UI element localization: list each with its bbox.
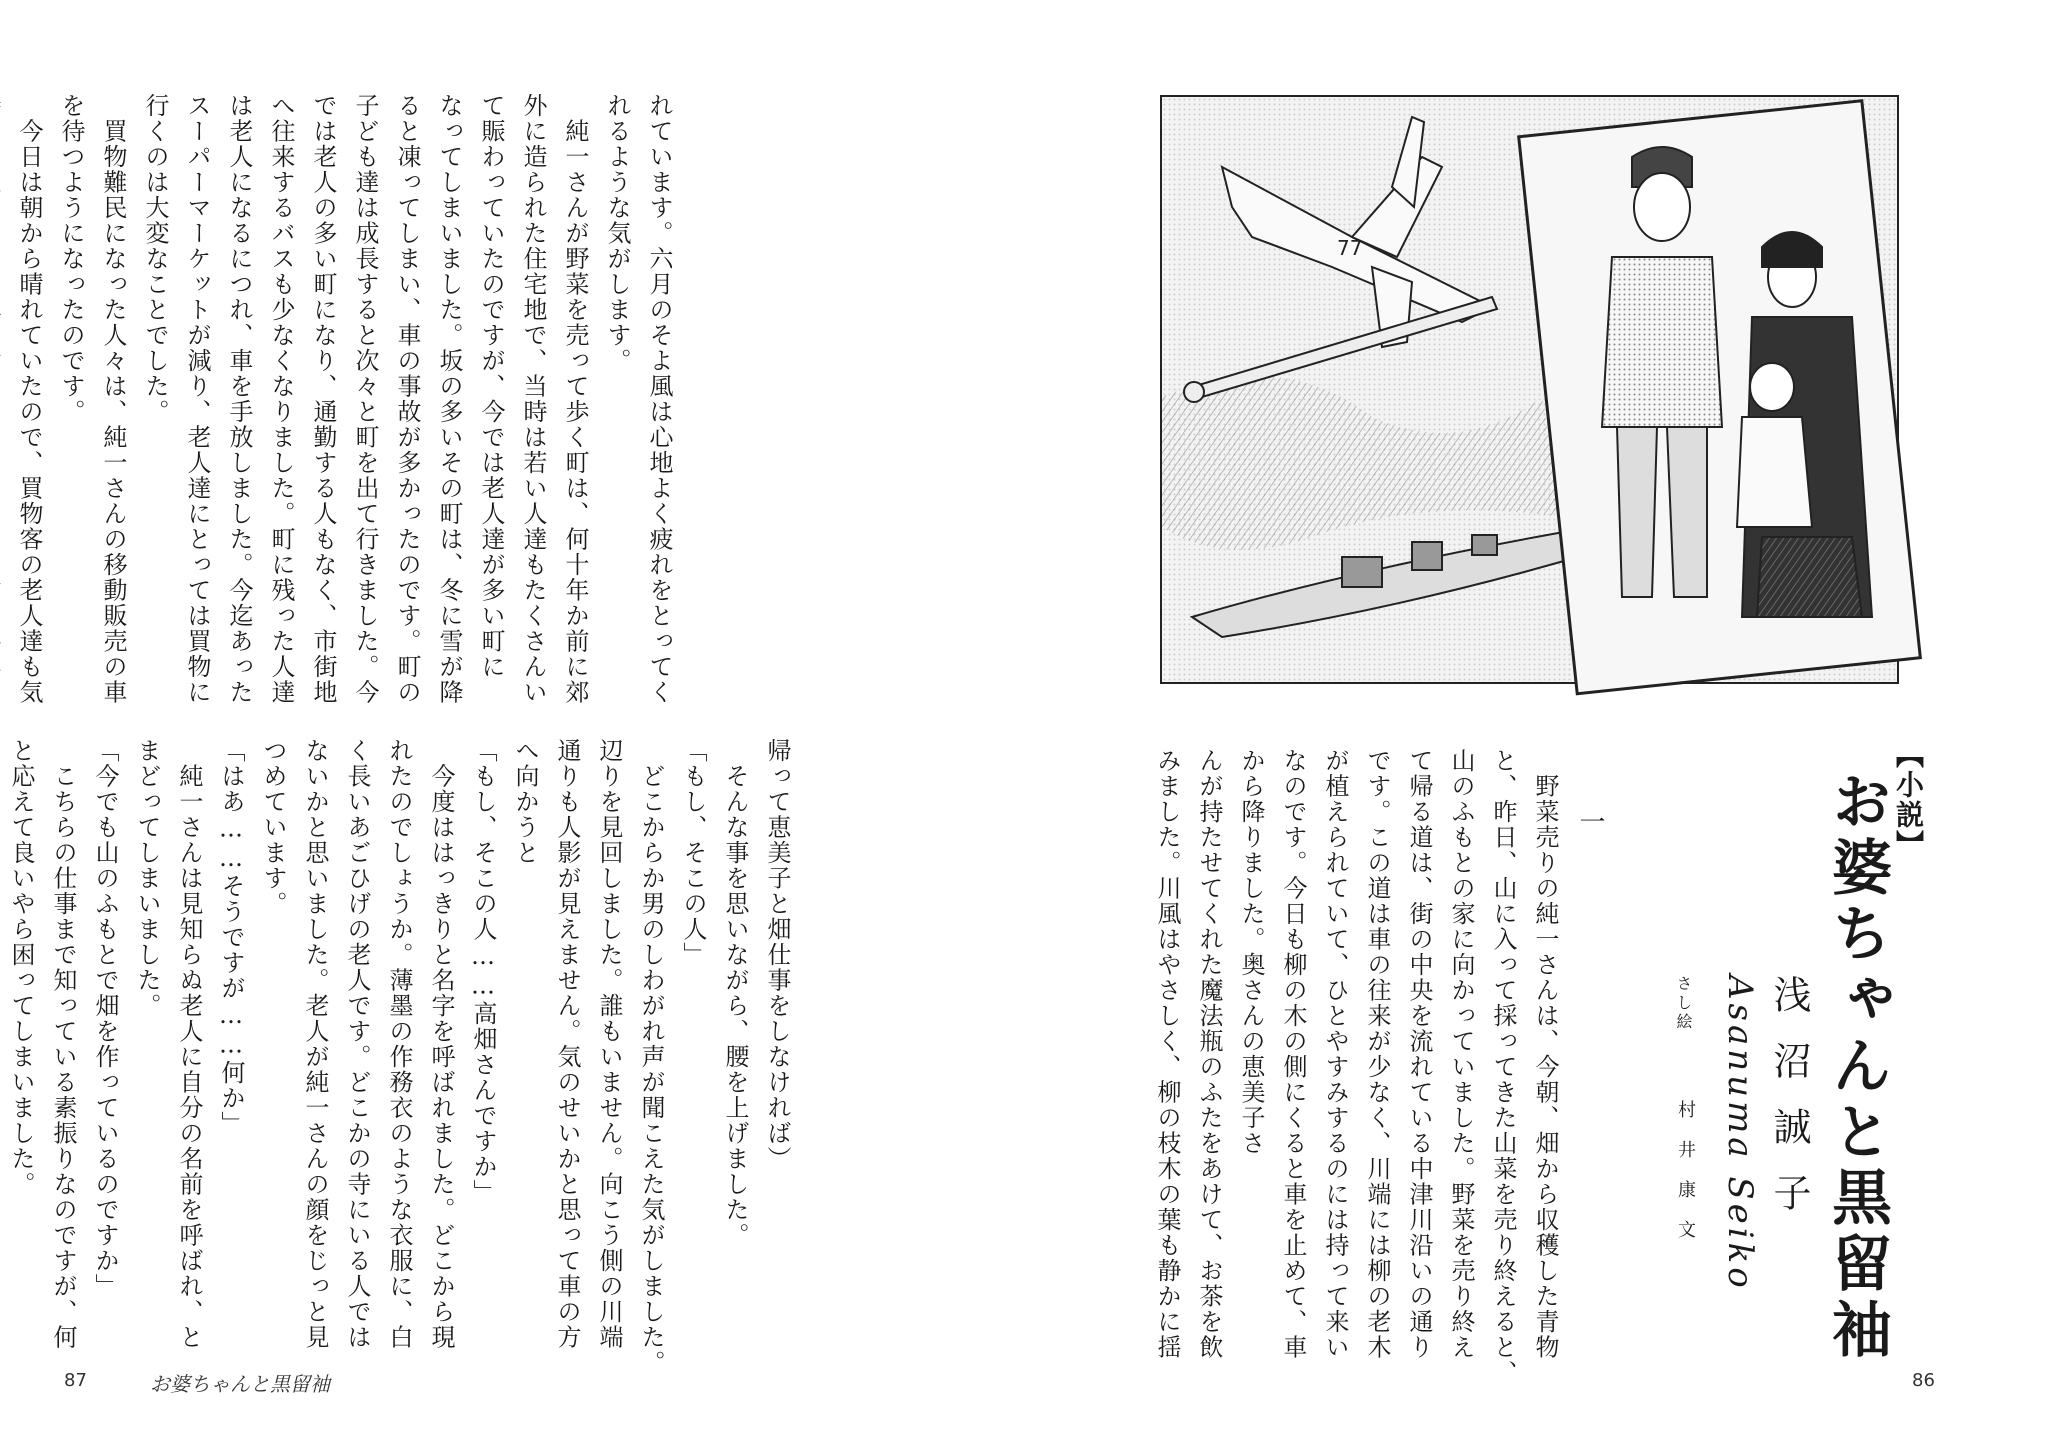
text-column: と応えて良いやら困ってしまいました。: [7, 738, 35, 1197]
text-column: 「はあ……そうですが……何か」: [217, 738, 245, 1137]
chapter-number: 一: [1575, 808, 1605, 834]
text-column: 野菜売りの純一さんは、今朝、畑から収穫した青物: [1531, 748, 1559, 1360]
jet-marking: 77: [1337, 236, 1363, 260]
text-column: 辺りを見回しました。誰もいません。向こう側の川端: [595, 738, 623, 1350]
text-column: は老人になるにつれ、車を手放しました。今迄あった: [225, 93, 253, 705]
family-photo-drawing: [1519, 101, 1921, 694]
text-column: 通りも人影が見えません。気のせいかと思って車の方: [553, 738, 581, 1350]
text-column: つめています。: [259, 738, 287, 917]
text-column: へ往来するバスも少なくなりました。町に残った人達: [267, 93, 295, 705]
text-column: 純一さんが野菜を売って歩く町は、何十年か前に郊: [561, 93, 589, 705]
text-column: て帰る道は、街の中央を流れている中津川沿いの通り: [1405, 748, 1433, 1360]
text-column: く長いあごひげの老人です。どこかの寺にいる人では: [343, 738, 371, 1350]
manga-illustration-icon: [1162, 97, 1897, 682]
text-column: れています。六月のそよ風は心地よく疲れをとってく: [645, 93, 673, 705]
text-column: へ向かうと: [511, 738, 539, 866]
text-column: 山のふもとの家に向かっていました。野菜を売り終え: [1447, 748, 1475, 1360]
text-column: こちらの仕事まで知っている素振りなのですが、何: [49, 738, 77, 1350]
text-column: 今度ははっきりと名字を呼ばれました。どこから現: [427, 738, 455, 1350]
text-column: 純一さんは見知らぬ老人に自分の名前を呼ばれ、と: [175, 738, 203, 1350]
left-page-bottom-text: [7, 738, 798, 1376]
text-column: から降りました。奥さんの恵美子さ: [1237, 748, 1265, 1156]
text-column: 「今でも山のふもとで畑を作っているのですか」: [91, 738, 119, 1299]
text-column: なのです。今日も柳の木の側にくると車を止めて、車: [1279, 748, 1307, 1360]
text-column: スーパーマーケットが減り、老人達にとっては買物に: [183, 93, 211, 705]
text-column: んが持たせてくれた魔法瓶のふたをあけて、お茶を飲: [1195, 748, 1223, 1360]
text-column: みました。川風はやさしく、柳の枝木の葉も静かに揺: [1153, 748, 1181, 1360]
text-column: 外に造られた住宅地で、当時は若い人達もたくさんい: [519, 93, 547, 705]
right-page-body-text: [1148, 748, 1566, 1386]
author-name: 浅沼誠子: [1767, 975, 1811, 1239]
text-column: では老人の多い町になり、通勤する人もなく、市街地: [309, 93, 337, 705]
page-number-left: 87: [64, 1370, 87, 1391]
running-head: お婆ちゃんと黒留袖: [150, 1372, 330, 1396]
story-title: お婆ちゃんと黒留袖: [1822, 770, 1892, 1364]
text-column: ると凍ってしまい、車の事故が多かったのです。町の: [393, 93, 421, 705]
text-column: 行くのは大変なことでした。: [141, 93, 169, 425]
text-column: どこからか男のしわがれ声が聞こえた気がしました。: [637, 738, 665, 1376]
text-column: れたのでしょうか。薄墨の作務衣のような衣服に、白: [385, 738, 413, 1350]
text-column: 今日は朝から晴れていたので、買物客の老人達も気: [15, 93, 43, 705]
text-column: を待つようになったのです。: [57, 93, 85, 425]
text-column: 「もし、そこの人」: [679, 738, 707, 968]
illustrator-label: さし絵: [1674, 975, 1693, 1032]
page-number-right: 86: [1912, 1370, 1935, 1391]
text-column: まどってしまいました。: [133, 738, 161, 1019]
text-column: [0, 93, 8, 693]
text-column: です。この道は車の往来が少なく、川端には柳の老木: [1363, 748, 1391, 1360]
text-column: て賑わっていたのですが、今では老人達が多い町に: [477, 93, 505, 680]
text-column: 帰って恵美子と畑仕事をしなければ）: [763, 738, 791, 1172]
author-romaji: Asanuma Seiko: [1720, 975, 1760, 1292]
text-column: そんな事を思いながら、腰を上げました。: [721, 738, 749, 1248]
text-column: 買物難民になった人々は、純一さんの移動販売の車: [99, 93, 127, 705]
text-column: 子ども達は成長すると次々と町を出て行きました。今: [351, 93, 379, 705]
text-column: なってしまいました。坂の多いその町は、冬に雪が降: [435, 93, 463, 705]
left-page-top-text: [15, 93, 680, 705]
text-column: と、昨日、山に入って採ってきた山菜を売り終えると、: [1489, 748, 1517, 1386]
text-column: れるような気がします。: [603, 93, 631, 374]
text-column: が植えられていて、ひとやすみするのには持って来い: [1321, 748, 1349, 1360]
story-illustration: [1160, 95, 1899, 684]
text-column: 「もし、そこの人……高畑さんですか」: [469, 738, 497, 1205]
illustrator-name: 村井康文: [1675, 1100, 1696, 1260]
genre-label: 【小説】: [1892, 740, 1925, 860]
text-column: ないかと思いました。老人が純一さんの顔をじっと見: [301, 738, 329, 1350]
